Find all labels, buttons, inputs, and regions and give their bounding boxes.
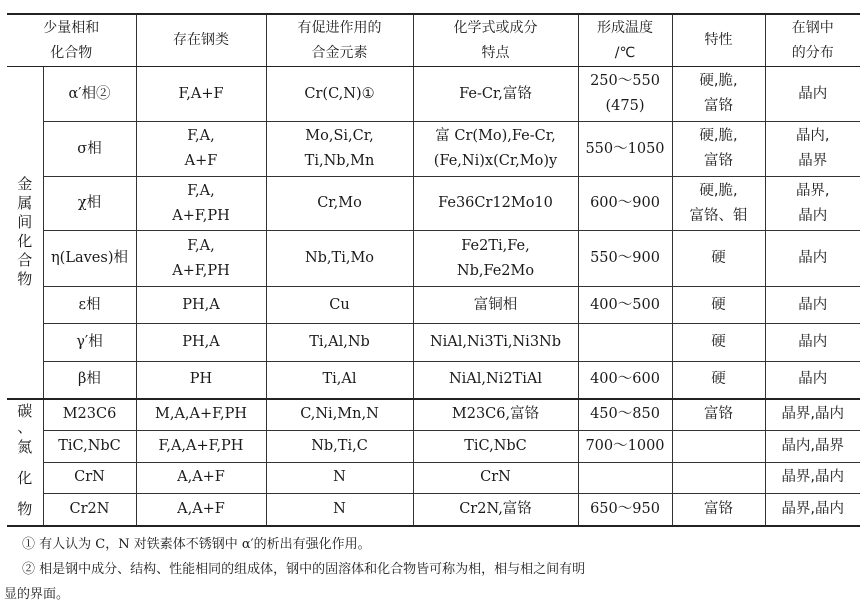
formation-temp-text: 700～1000 <box>585 437 665 454</box>
phase-name <box>43 287 136 324</box>
alloy-elements-text: N <box>333 469 346 486</box>
phase-text: γ′相 <box>76 334 103 350</box>
alloy-elements-text: Ti,Al,Nb <box>309 334 370 350</box>
phase-name <box>43 399 136 431</box>
distribution <box>765 494 860 526</box>
phase-name <box>43 231 136 287</box>
formation-temp <box>578 287 672 324</box>
formation-temp <box>578 362 672 399</box>
property-text: 硬,脆, <box>699 128 738 144</box>
distribution-text: 晶界,晶内 <box>781 469 845 486</box>
steel-type <box>136 122 266 177</box>
header-row <box>7 14 860 67</box>
phase-name <box>43 177 136 231</box>
group-label-char: 碳 <box>17 401 33 420</box>
table-row <box>7 324 860 362</box>
property <box>672 362 765 399</box>
property-text: 硬,脆, <box>699 73 738 89</box>
table-row <box>7 122 860 177</box>
alloy-elements <box>266 324 413 362</box>
distribution <box>765 287 860 324</box>
header-steel <box>136 14 266 67</box>
group-label-char: 化 <box>17 468 33 487</box>
formation-temp-text: 550～1050 <box>585 140 665 157</box>
header-temperature <box>578 14 672 67</box>
header-text: 有促进作用的 <box>297 19 382 36</box>
alloy-elements-text: Nb,Ti,C <box>311 437 368 454</box>
group-label-char: 、 <box>17 417 33 436</box>
formula-text: 富 Cr(Mo),Fe-Cr, <box>435 128 556 144</box>
header-text: 特性 <box>704 32 733 48</box>
formation-temp <box>578 462 672 494</box>
property <box>672 324 765 362</box>
alloy-elements-text: Cr,Mo <box>317 195 362 211</box>
phase-name <box>43 122 136 177</box>
formula <box>413 430 578 462</box>
formula-text: NiAl,Ni2TiAl <box>448 371 542 388</box>
formula-text: Fe-Cr,富铬 <box>459 85 532 102</box>
alloy-elements-text: Cr(C,N)① <box>304 85 375 102</box>
formation-temp <box>578 430 672 462</box>
phase-name <box>43 430 136 462</box>
group-label-char: 物 <box>17 499 33 518</box>
alloy-elements-text: Mo,Si,Cr, <box>305 128 374 144</box>
distribution <box>765 67 860 122</box>
alloy-elements-text: Ti,Al <box>322 371 357 388</box>
phase-name <box>43 324 136 362</box>
formula-text: Nb,Fe2Mo <box>456 262 535 279</box>
steel-type-text: PH,A <box>182 296 220 313</box>
alloy-elements <box>266 231 413 287</box>
steel-type <box>136 67 266 122</box>
distribution <box>765 324 860 362</box>
header-elements <box>266 14 413 67</box>
formula-text: 富铜相 <box>473 296 518 313</box>
property <box>672 231 765 287</box>
formation-temp <box>578 67 672 122</box>
formula <box>413 122 578 177</box>
footnote-2-continued: 显的界面。 <box>4 587 70 602</box>
alloy-elements-text: Ti,Nb,Mn <box>304 153 375 169</box>
steel-type <box>136 177 266 231</box>
steel-type-text: F,A+F <box>178 85 224 102</box>
phase-text: CrN <box>74 469 105 486</box>
steel-type-text: A+F,PH <box>172 207 230 224</box>
distribution <box>765 362 860 399</box>
alloy-elements <box>266 494 413 526</box>
phase-text: σ相 <box>77 140 102 157</box>
distribution-text: 晶界,晶内 <box>781 406 845 423</box>
distribution <box>765 462 860 494</box>
steel-type <box>136 324 266 362</box>
header-formula <box>413 14 578 67</box>
table-row <box>7 287 860 324</box>
formula-text: (Fe,Ni)x(Cr,Mo)y <box>433 153 558 169</box>
property-text: 硬,脆, <box>699 182 738 199</box>
formation-temp <box>578 494 672 526</box>
header-phase <box>7 14 136 67</box>
distribution-text: 晶内,晶界 <box>781 437 845 454</box>
formation-temp-text: 450～850 <box>590 406 660 423</box>
distribution-text: 晶内, <box>795 128 830 144</box>
formula <box>413 494 578 526</box>
phase-text: β相 <box>78 371 101 388</box>
header-text: 存在钢类 <box>173 32 229 48</box>
steel-type-text: F,A,A+F,PH <box>158 437 244 454</box>
steel-type-text: A+F,PH <box>172 262 230 279</box>
property-text: 富铬、钼 <box>689 207 748 224</box>
property <box>672 399 765 431</box>
alloy-elements-text: N <box>333 500 346 517</box>
distribution-text: 晶界,晶内 <box>781 500 845 517</box>
alloy-elements <box>266 67 413 122</box>
distribution-text: 晶内 <box>798 207 828 224</box>
distribution-text: 晶界 <box>798 153 828 169</box>
distribution <box>765 399 860 431</box>
property <box>672 177 765 231</box>
formation-temp-text: 650～950 <box>590 500 660 517</box>
distribution-text: 晶内 <box>798 85 828 102</box>
property-text: 硬 <box>711 371 726 388</box>
table-row <box>7 399 860 431</box>
steel-type <box>136 494 266 526</box>
header-text: 在钢中 <box>791 19 834 36</box>
property <box>672 122 765 177</box>
header-text: 化学式或成分 <box>453 19 538 36</box>
alloy-elements-text: C,Ni,Mn,N <box>300 406 379 423</box>
property-text: 硬 <box>711 334 726 350</box>
formation-temp-text: 600～900 <box>590 195 660 211</box>
table-row <box>7 362 860 399</box>
phase-text: Cr2N <box>69 500 110 517</box>
formation-temp-text: (475) <box>605 98 645 114</box>
formula-text: Fe2Ti,Fe, <box>461 237 530 254</box>
steel-type <box>136 462 266 494</box>
formula-text: M23C6,富铬 <box>451 406 540 423</box>
steel-type-text: F,A, <box>187 182 215 199</box>
header-text: 的分布 <box>791 44 834 61</box>
steel-phases-table <box>7 13 860 527</box>
property-text: 硬 <box>711 250 726 266</box>
phase-text: M23C6 <box>62 406 117 423</box>
property <box>672 67 765 122</box>
distribution <box>765 430 860 462</box>
formula <box>413 399 578 431</box>
table-row <box>7 67 860 122</box>
property <box>672 462 765 494</box>
steel-type <box>136 287 266 324</box>
phase-text: χ相 <box>77 195 102 211</box>
formation-temp <box>578 122 672 177</box>
formation-temp <box>578 231 672 287</box>
distribution-text: 晶内 <box>798 334 828 350</box>
header-text: 少量相和 <box>43 19 100 36</box>
steel-type <box>136 399 266 431</box>
group-label: 金属间化合物 <box>17 175 33 289</box>
phase-name <box>43 67 136 122</box>
distribution-text: 晶内 <box>798 250 828 266</box>
distribution-text: 晶内 <box>798 296 828 313</box>
property-text: 富铬 <box>704 153 733 169</box>
steel-type <box>136 362 266 399</box>
property-text: 富铬 <box>704 98 733 114</box>
formula-text: NiAl,Ni3Ti,Ni3Nb <box>429 334 562 350</box>
alloy-elements-text: Cu <box>329 296 350 313</box>
distribution <box>765 177 860 231</box>
formula <box>413 177 578 231</box>
phase-text: α′相② <box>68 85 111 102</box>
formation-temp-text: 250～550 <box>590 73 660 89</box>
alloy-elements <box>266 462 413 494</box>
steel-type-text: A+F <box>184 153 218 169</box>
property <box>672 430 765 462</box>
phase-name <box>43 362 136 399</box>
formation-temp <box>578 177 672 231</box>
steel-type-text: PH <box>189 371 213 388</box>
header-text: 合金元素 <box>311 44 368 61</box>
formation-temp-text: 400～600 <box>590 371 660 388</box>
property-text: 富铬 <box>704 500 733 517</box>
steel-type-text: M,A,A+F,PH <box>155 406 247 423</box>
group-carbonitride <box>7 399 43 526</box>
group-label-char: 氮 <box>17 437 33 456</box>
distribution <box>765 231 860 287</box>
header-text: 化合物 <box>50 44 93 61</box>
formula <box>413 462 578 494</box>
footnote-1: ① 有人认为 C，N 对铁素体不锈钢中 α′的析出有强化作用。 <box>22 537 371 552</box>
group-intermetallic <box>7 67 43 399</box>
alloy-elements <box>266 430 413 462</box>
alloy-elements <box>266 399 413 431</box>
phase-text: TiC,NbC <box>58 437 121 454</box>
formula-text: TiC,NbC <box>464 437 527 454</box>
phase-name <box>43 462 136 494</box>
header-distribution <box>765 14 860 67</box>
phase-text: ε相 <box>78 296 101 313</box>
distribution-text: 晶界, <box>795 182 830 199</box>
formula <box>413 362 578 399</box>
table-row <box>7 177 860 231</box>
distribution-text: 晶内 <box>798 371 828 388</box>
formula-text: CrN <box>480 469 511 486</box>
steel-type-text: A,A+F <box>177 500 225 517</box>
table-row <box>7 462 860 494</box>
footnotes <box>0 532 865 607</box>
phase-text: η(Laves)相 <box>51 250 128 266</box>
formula <box>413 287 578 324</box>
header-text: 特点 <box>481 44 510 61</box>
table-row <box>7 430 860 462</box>
formation-temp-text: 400～500 <box>590 296 660 313</box>
property <box>672 287 765 324</box>
property-text: 硬 <box>711 296 726 313</box>
formation-temp <box>578 399 672 431</box>
formula <box>413 67 578 122</box>
steel-type <box>136 430 266 462</box>
table-row <box>7 494 860 526</box>
alloy-elements <box>266 177 413 231</box>
formation-temp-text: 550～900 <box>590 250 660 266</box>
header-text: 形成温度 <box>597 19 653 36</box>
steel-type-text: A,A+F <box>177 469 225 486</box>
steel-type-text: F,A, <box>187 237 215 254</box>
formula-text: Fe36Cr12Mo10 <box>438 195 553 211</box>
alloy-elements <box>266 122 413 177</box>
alloy-elements <box>266 362 413 399</box>
table-row <box>7 231 860 287</box>
property-text: 富铬 <box>704 406 733 423</box>
alloy-elements-text: Nb,Ti,Mo <box>304 250 375 266</box>
phase-name <box>43 494 136 526</box>
formula <box>413 231 578 287</box>
header-property <box>672 14 765 67</box>
property <box>672 494 765 526</box>
formula-text: Cr2N,富铬 <box>459 500 532 517</box>
formula <box>413 324 578 362</box>
formation-temp <box>578 324 672 362</box>
alloy-elements <box>266 287 413 324</box>
steel-type-text: F,A, <box>187 128 215 144</box>
footnote-2: ② 相是钢中成分、结构、性能相同的组成体，钢中的固溶体和化合物皆可称为相，相与相之间有明 <box>22 562 586 577</box>
steel-type <box>136 231 266 287</box>
steel-type-text: PH,A <box>182 334 220 350</box>
distribution <box>765 122 860 177</box>
header-text: /℃ <box>614 44 636 61</box>
